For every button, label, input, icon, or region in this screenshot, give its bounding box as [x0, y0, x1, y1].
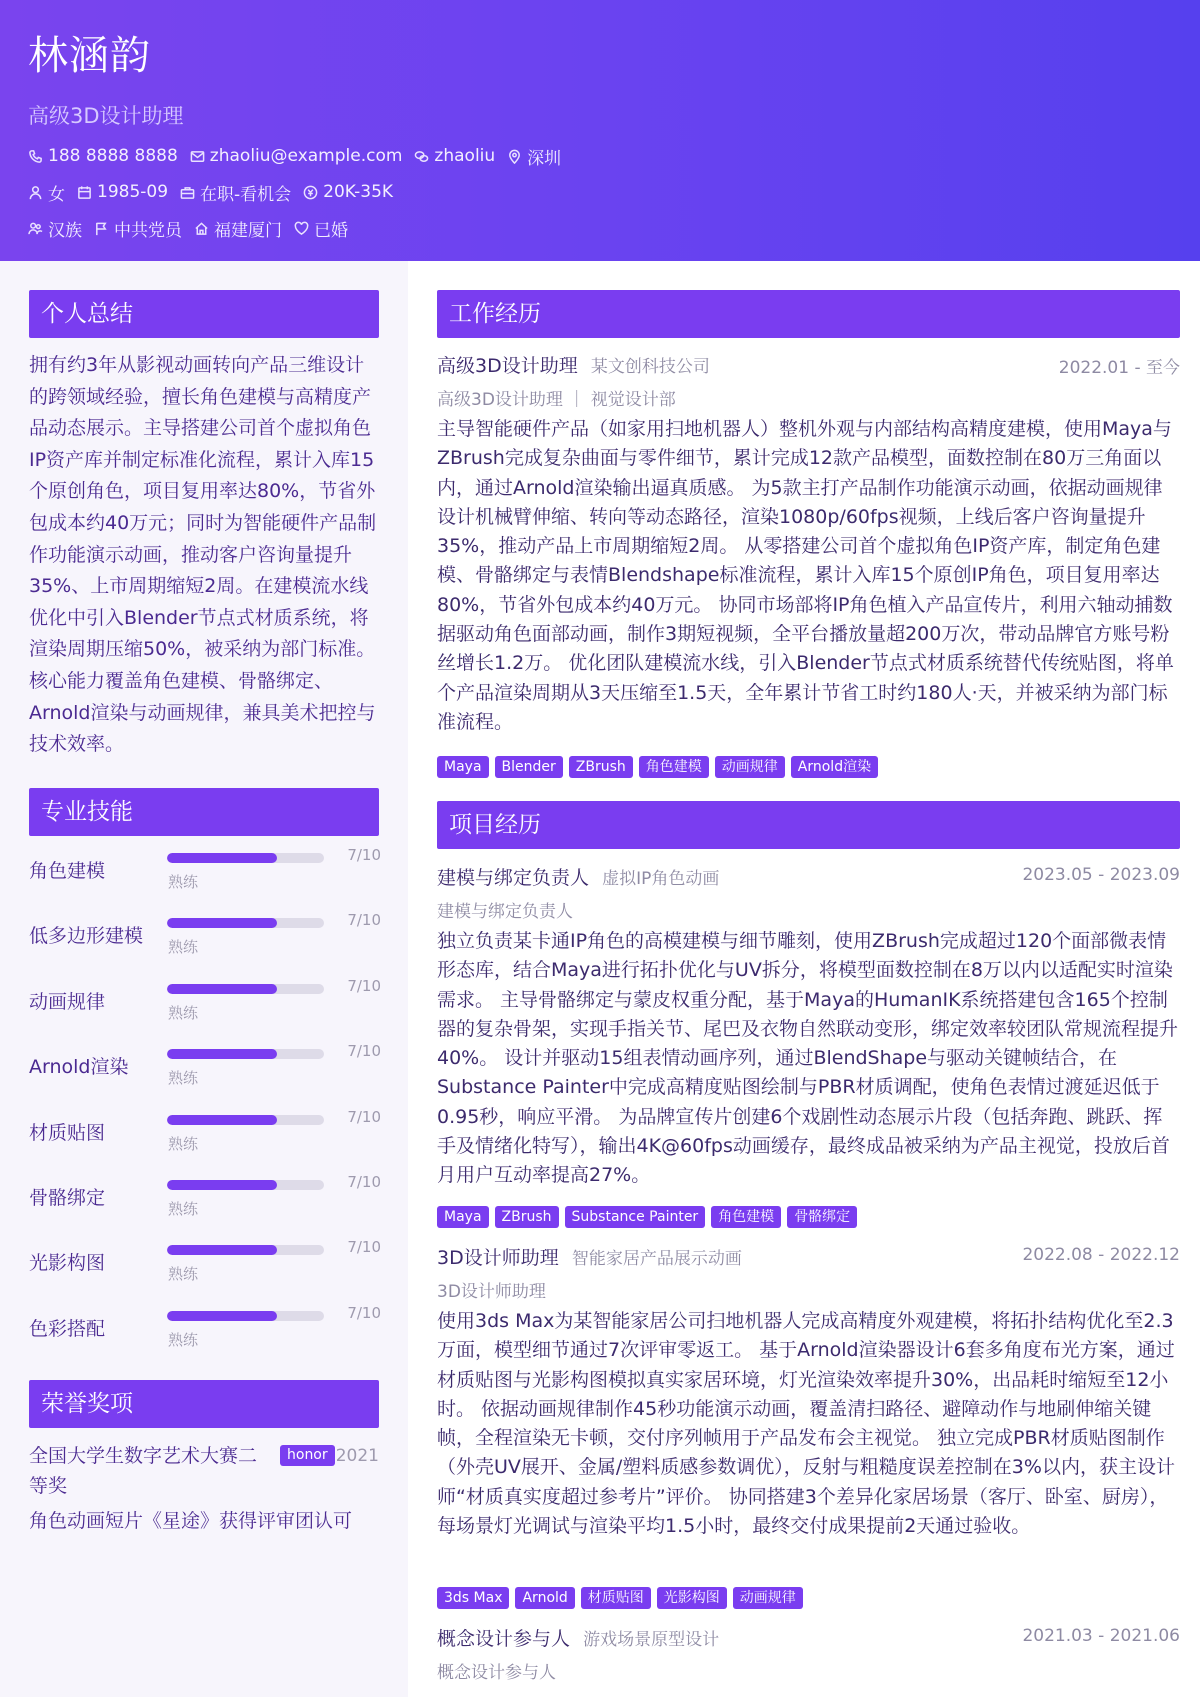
- skill-tag: ZBrush: [569, 756, 633, 778]
- skill-name: 色彩搭配: [29, 1317, 106, 1340]
- candidate-title: 高级3D设计助理: [28, 104, 184, 128]
- salary-item: [303, 182, 393, 202]
- birth-text: 1985-09: [97, 182, 169, 202]
- project-tags: [437, 1587, 803, 1609]
- project-subtitle: 概念设计参与人: [437, 1663, 556, 1683]
- skill-bar: [167, 918, 324, 928]
- skill-level: 熟练: [168, 1200, 199, 1218]
- project-org: 智能家居产品展示动画: [571, 1249, 742, 1269]
- politics-text: 中共党员: [114, 220, 182, 241]
- skill-name: 光影构图: [29, 1252, 106, 1275]
- project-role: 3D设计师助理: [437, 1247, 559, 1269]
- honor-item: [29, 1506, 381, 1536]
- skill-tag: Maya: [437, 756, 489, 778]
- honor-item: [29, 1441, 381, 1501]
- briefcase-icon: [180, 185, 195, 200]
- politics-item: [94, 216, 182, 241]
- skill-bar-fill: [167, 984, 277, 994]
- summary-heading: 个人总结: [29, 290, 379, 338]
- skill-tag: Arnold渲染: [791, 756, 878, 778]
- skill-tag: 光影构图: [657, 1587, 727, 1609]
- project-role: 建模与绑定负责人: [437, 867, 590, 889]
- skill-bar: [167, 1049, 324, 1059]
- project-date: 2021.03 - 2021.06: [1022, 1626, 1180, 1646]
- person-icon: [28, 185, 43, 200]
- calendar-icon: [77, 185, 92, 200]
- ethnicity-text: 汉族: [48, 220, 82, 241]
- home-icon: [194, 221, 209, 236]
- skill-tag: Arnold: [515, 1587, 574, 1609]
- skill-row: [29, 846, 381, 896]
- wechat-icon: [414, 149, 429, 164]
- heart-icon: [294, 221, 309, 236]
- skill-level: 熟练: [168, 1265, 199, 1284]
- skill-row: [29, 1304, 381, 1354]
- work-subtitle: 高级3D设计助理 ｜ 视觉设计部: [437, 390, 676, 410]
- project-entry-header: [437, 863, 1180, 891]
- skill-name: 骨骼绑定: [29, 1187, 106, 1209]
- skill-name: 动画规律: [29, 990, 106, 1013]
- skill-bar-fill: [167, 1049, 277, 1059]
- skill-score: 7/10: [347, 1303, 381, 1322]
- project-tags: [437, 1206, 857, 1228]
- skill-level: 熟练: [168, 938, 199, 957]
- sidebar: [0, 261, 408, 1697]
- skill-score: 7/10: [347, 911, 381, 930]
- skill-tag: ZBrush: [495, 1206, 559, 1228]
- skill-row: [29, 1042, 381, 1092]
- honors-heading: 荣誉奖项: [29, 1380, 379, 1428]
- skill-tag: 动画规律: [715, 756, 785, 778]
- location-pin-icon: [507, 149, 522, 164]
- skill-bar: [167, 984, 324, 994]
- skill-row: [29, 1108, 381, 1158]
- work-entry-header: [437, 351, 1180, 379]
- skill-bar-fill: [167, 1115, 277, 1125]
- skill-row: [29, 1173, 381, 1223]
- gender-item: [28, 180, 65, 205]
- skill-row: [29, 977, 381, 1027]
- skill-tag: Blender: [495, 756, 563, 778]
- skill-name: Arnold渲染: [29, 1056, 129, 1079]
- skill-tag: 材质贴图: [581, 1587, 651, 1609]
- wechat-text: zhaoliu: [434, 146, 496, 166]
- project-subtitle: 建模与绑定负责人: [437, 902, 573, 922]
- contact-row: [28, 146, 1172, 169]
- project-org: 游戏场景原型设计: [583, 1630, 720, 1650]
- project-description: 独立负责某卡通IP角色的高模建模与细节雕刻，使用ZBrush完成超过120个面部微表情形态库，结合Maya进行拓扑优化与UV拆分，将模型面数控制在8万以内以适配实时渲染需求。 主导骨骼绑定与蒙皮权重分配，基于Maya的HumanIK系统搭建包含165个控制器的复杂骨架，实现手指关节、尾巴及衣物自然联动变形，绑定效率较团队常规流程提升40%。 设计并驱动15组表情动画序列，通过BlendShape与驱动关键帧结合，在Substance Painter中完成高精度贴图绘制与PBR材质调配，使角色表情过渡延迟低于0.95秒，响应平滑。 为品牌宣传片创建6个戏剧性动态展示片段（包括奔跑、跳跃、挥手及情绪化特写），输出4K@60fps动画缓存，最终成品被采纳为产品主视觉，投放后首月用户互动率提高27%。: [437, 930, 1179, 1187]
- background-row: [28, 218, 1172, 241]
- skill-bar: [167, 1115, 324, 1125]
- skill-bar-fill: [167, 853, 277, 863]
- skill-tag: 角色建模: [711, 1206, 781, 1228]
- work-tags: [437, 756, 878, 778]
- skill-bar: [167, 1180, 324, 1190]
- work-role: 高级3D设计助理: [437, 355, 578, 377]
- money-icon: [303, 185, 318, 200]
- skill-tag: 动画规律: [733, 1587, 803, 1609]
- skill-bar-fill: [167, 1311, 277, 1321]
- skill-level: 熟练: [168, 1069, 199, 1088]
- skill-score: 7/10: [347, 846, 381, 864]
- skill-tag: 3ds Max: [437, 1587, 509, 1609]
- skill-row: [29, 911, 381, 961]
- personal-row: [28, 182, 1172, 205]
- skill-bar: [167, 1245, 324, 1255]
- resume-header: [0, 0, 1200, 261]
- project-description: 使用3ds Max为某智能家居公司扫地机器人完成高精度外观建模，将拓扑结构优化至2.3万面，模型细节通过7次评审零返工。 基于Arnold渲染器设计6套多角度布光方案，通过材质贴图与光影构图模拟真实家居环境，灯光渲染效率提升30%，出品耗时缩短至12小时。 依据动画规律制作45秒功能演示动画，覆盖清扫路径、避障动作与地刷伸缩关键帧，全程渲染无卡顿，交付序列帧用于产品发布会主视觉。 独立完成PBR材质贴图制作（外壳UV展开、金属/塑料质感参数调优），反射与粗糙度误差控制在3%以内，获主设计师“材质真实度超过参考片”评价。 协同搭建3个差异化家居场景（客厅、卧室、厨房），每场景灯光调试与渲染平均1.5小时，最终交付成果提前2天通过验收。: [437, 1310, 1175, 1538]
- skill-score: 7/10: [347, 1173, 381, 1191]
- salary-text: 20K-35K: [323, 182, 394, 202]
- main-content: [408, 261, 1200, 1697]
- wechat-item[interactable]: [414, 146, 495, 166]
- skill-name: 低多边形建模: [29, 925, 144, 948]
- skills-heading: 专业技能: [29, 788, 379, 836]
- marital-item: [294, 216, 348, 241]
- project-org: 虚拟IP角色动画: [602, 869, 720, 889]
- honor-year: 2021: [335, 1446, 379, 1466]
- skill-level: 熟练: [168, 1330, 199, 1349]
- skill-bar-fill: [167, 1245, 277, 1255]
- skill-name: 材质贴图: [29, 1121, 106, 1144]
- skill-score: 7/10: [347, 1107, 381, 1126]
- skill-row: [29, 1238, 381, 1288]
- projects-heading: 项目经历: [437, 801, 1180, 849]
- email-item[interactable]: [190, 146, 403, 166]
- skill-score: 7/10: [347, 1238, 381, 1257]
- ethnicity-item: [28, 216, 82, 241]
- skill-tag: Substance Painter: [565, 1206, 706, 1228]
- skill-level: 熟练: [168, 873, 199, 891]
- skill-level: 熟练: [168, 1134, 199, 1153]
- work-description: 主导智能硬件产品（如家用扫地机器人）整机外观与内部结构高精度建模，使用Maya与ZBrush完成复杂曲面与零件细节，累计完成12款产品模型，面数控制在80万三角面以内，通过Arnold渲染输出逼真质感。 为5款主打产品制作功能演示动画，依据动画规律设计机械臂伸缩、转向等动态路径，渲染1080p/60fps视频，上线后客户咨询量提升35%，推动产品上市周期缩短2周。 从零搭建公司首个虚拟角色IP资产库，制定角色建模、骨骼绑定与表情Blendshape标准流程，累计入库15个原创IP角色，项目复用率达80%，节省外包成本约40万元。 协同市场部将IP角色植入产品宣传片，利用六轴动捕数据驱动角色面部动画，制作3期短视频，全平台播放量超200万次，带动品牌官方账号粉丝增长1.2万。 优化团队建模流水线，引入Blender节点式材质系统替代传统贴图，将单个产品渲染周期从3天压缩至1.5天，全年累计节省工时约180人·天，并被采纳为部门标准流程。: [437, 418, 1174, 733]
- project-entry-header: [437, 1243, 1180, 1271]
- hometown-item: [194, 216, 282, 241]
- mail-icon: [190, 149, 205, 164]
- skill-tag: 骨骼绑定: [787, 1206, 857, 1228]
- skill-bar-fill: [167, 1180, 277, 1190]
- summary-text: 拥有约3年从影视动画转向产品三维设计的跨领域经验，擅长角色建模与高精度产品动态展示。主导搭建公司首个虚拟角色IP资产库并制定标准化流程，累计入库15个原创角色，项目复用率达80%，节省外包成本约40万元；同时为智能硬件产品制作功能演示动画，推动客户咨询量提升35%、上市周期缩短2周。在建模流水线优化中引入Blender节点式材质系统，将渲染周期压缩50%，被采纳为部门标准。核心能力覆盖角色建模、骨骼绑定、Arnold渲染与动画规律，兼具美术把控与技术效率。: [29, 354, 377, 756]
- phone-text: 188 8888 8888: [48, 146, 178, 166]
- skill-tag: Maya: [437, 1206, 489, 1228]
- skill-level: 熟练: [168, 1003, 199, 1022]
- phone-icon: [28, 149, 43, 164]
- skill-bar: [167, 1311, 324, 1321]
- project-date: 2023.05 - 2023.09: [1022, 865, 1180, 885]
- status-item: [180, 180, 291, 205]
- city-text: 深圳: [527, 148, 562, 169]
- people-icon: [28, 221, 43, 236]
- phone-item[interactable]: [28, 146, 178, 166]
- skill-bar: [167, 853, 324, 863]
- work-org: 某文创科技公司: [590, 357, 710, 377]
- project-date: 2022.08 - 2022.12: [1022, 1245, 1180, 1265]
- honor-badge: honor: [280, 1445, 335, 1466]
- birth-item: [77, 182, 168, 202]
- city-item: [507, 144, 561, 169]
- hometown-text: 福建厦门: [214, 220, 282, 241]
- status-text: 在职-看机会: [200, 184, 292, 205]
- skill-score: 7/10: [347, 1042, 381, 1061]
- email-text: zhaoliu@example.com: [209, 146, 403, 166]
- skill-bar-fill: [167, 918, 277, 928]
- candidate-name: 林涵韵: [28, 33, 151, 79]
- marital-text: 已婚: [314, 220, 348, 241]
- honor-title: 角色动画短片《星途》获得评审团认可: [29, 1510, 353, 1532]
- gender-text: 女: [48, 184, 65, 205]
- skill-name: 角色建模: [29, 860, 106, 882]
- skill-tag: 角色建模: [639, 756, 709, 778]
- skill-score: 7/10: [347, 976, 381, 995]
- flag-icon: [94, 221, 109, 236]
- project-entry-header: [437, 1624, 1180, 1652]
- project-subtitle: 3D设计师助理: [437, 1282, 546, 1302]
- work-heading: 工作经历: [437, 290, 1180, 338]
- project-role: 概念设计参与人: [437, 1628, 571, 1650]
- work-date: 2022.01 - 至今: [1058, 358, 1180, 378]
- honor-title: 全国大学生数字艺术大赛二等奖: [29, 1445, 258, 1497]
